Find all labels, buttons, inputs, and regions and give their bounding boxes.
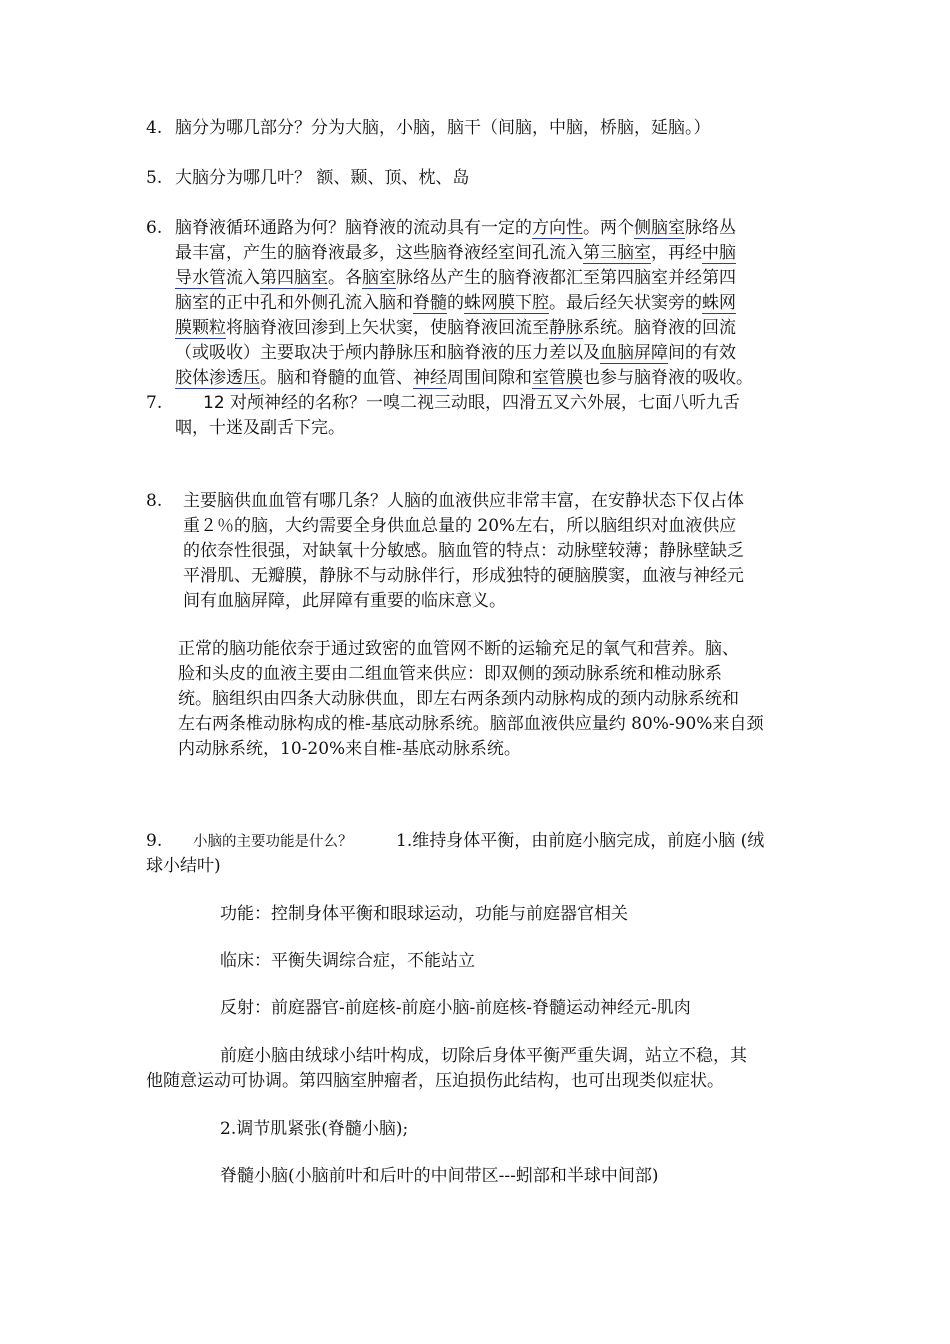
q9-question: 小脑的主要功能是什么？ bbox=[193, 834, 353, 850]
q6-term-link[interactable]: 第三脑室 bbox=[583, 243, 651, 263]
q9-item-2: 2.调节肌紧张(脊髓小脑); bbox=[220, 1119, 409, 1139]
q6-text-segment: 脉络丛 bbox=[685, 218, 736, 238]
q6-text-segment: 间的有效 bbox=[668, 343, 736, 363]
q7-lead-number: 12 bbox=[203, 393, 225, 413]
q8-line-2: 重２％的脑，大约需要全身供血总量的 20%左右，所以脑组织对血液供应 bbox=[183, 516, 737, 536]
q6-text-segment: 。各 bbox=[328, 268, 362, 288]
q6-text-segment: 脑脊液循环通路为何？脑脊液的流动具有一定的 bbox=[175, 218, 532, 238]
q8-para2-line-3: 统。脑组织由四条大动脉供血，即左右两条颈内动脉构成的颈内动脉系统和 bbox=[178, 689, 739, 709]
q6-text-segment: 流入 bbox=[226, 268, 260, 288]
q8-line-3: 的依奈性很强，对缺氧十分敏感。脑血管的特点：动脉壁较薄；静脉壁缺乏 bbox=[183, 541, 744, 561]
q8-para2-line-2: 脸和头皮的血液主要由二组血管来供应：即双侧的颈动脉系统和椎动脉系 bbox=[178, 664, 722, 684]
q6-text-segment: 脉络丛产生的脑脊液都汇至第四脑室并经第四 bbox=[396, 268, 736, 288]
q6-line-5 bbox=[175, 316, 736, 341]
q6-line-1 bbox=[175, 216, 736, 241]
item-number-6: 6. bbox=[146, 218, 163, 238]
q8-para2-line-4: 左右两条椎动脉构成的椎-基底动脉系统。脑部血液供应量约 80%-90%来自颈 bbox=[178, 714, 764, 734]
item-number-9: 9. bbox=[146, 831, 163, 851]
q6-text-segment: 将脑脊液回渗到上矢状窦，使脑脊液回流至 bbox=[226, 318, 549, 338]
q6-text-segment: 。两个 bbox=[583, 218, 634, 238]
q6-term-link[interactable]: 侧脑室 bbox=[634, 218, 685, 238]
q6-term-link[interactable]: 脊髓 bbox=[413, 293, 447, 313]
q6-line-7 bbox=[175, 366, 753, 391]
q6-term-link[interactable]: 静脉 bbox=[549, 318, 583, 338]
q6-text-segment: 。脑和脊髓的血管、 bbox=[260, 368, 413, 388]
q6-line-2 bbox=[175, 241, 736, 266]
q6-line-6 bbox=[175, 341, 736, 366]
item-number-4: 4. bbox=[146, 118, 163, 138]
q9-para-line-1: 前庭小脑由绒球小结叶构成，切除后身体平衡严重失调，站立不稳，其 bbox=[220, 1046, 747, 1066]
q9-item-2-desc: 脊髓小脑(小脑前叶和后叶的中间带区---蚓部和半球中间部) bbox=[220, 1166, 659, 1186]
q8-line-1: 主要脑供血血管有哪几条？人脑的血液供应非常丰富，在安静状态下仅占体 bbox=[183, 491, 744, 511]
q8-para2-line-5: 内动脉系统，10-20%来自椎-基底动脉系统。 bbox=[178, 739, 521, 759]
q6-text-segment: 周围间隙和 bbox=[447, 368, 532, 388]
q6-term-link[interactable]: 胶体渗透压 bbox=[175, 368, 260, 388]
q6-text-segment: （或吸收）主要取决于颅内静脉压和脑脊液的压力差以及 bbox=[175, 343, 600, 363]
q6-text-segment: 也参与脑脊液的吸收。 bbox=[583, 368, 753, 388]
q6-term-link[interactable]: 血脑屏障 bbox=[600, 343, 668, 363]
q8-line-5: 间有血脑屏障，此屏障有重要的临床意义。 bbox=[183, 591, 506, 611]
q9-clinical: 临床：平衡失调综合症，不能站立 bbox=[220, 951, 475, 971]
q5-text: 大脑分为哪几叶？ 额、颞、顶、枕、岛 bbox=[175, 168, 470, 188]
q6-text-segment: 脑室的正中孔和外侧孔流入脑和 bbox=[175, 293, 413, 313]
item-number-7: 7. bbox=[146, 393, 163, 413]
item-number-8: 8. bbox=[146, 491, 163, 511]
q6-text-segment: 的 bbox=[447, 293, 464, 313]
q9-para-line-2: 他随意运动可协调。第四脑室肿瘤者，压迫损伤此结构，也可出现类似症状。 bbox=[146, 1071, 724, 1091]
q9-line-2: 球小结叶) bbox=[146, 856, 221, 876]
q6-term-link[interactable]: 蛛网膜下腔 bbox=[464, 293, 549, 313]
q6-text-segment: 。最后经矢状窦旁的 bbox=[549, 293, 702, 313]
item-number-5: 5. bbox=[146, 168, 163, 188]
q7-line-1-text: 对颅神经的名称？一嗅二视三动眼，四滑五叉六外展，七面八听九舌 bbox=[224, 393, 741, 413]
q6-term-link[interactable]: 脑室 bbox=[362, 268, 396, 288]
q6-term-link[interactable]: 膜颗粒 bbox=[175, 318, 226, 338]
q6-term-link[interactable]: 神经 bbox=[413, 368, 447, 388]
q7-line-2: 咽，十迷及副舌下完。 bbox=[175, 418, 345, 438]
q6-term-link[interactable]: 中脑 bbox=[702, 243, 736, 263]
q6-term-link[interactable]: 蛛网 bbox=[702, 293, 736, 313]
q6-line-3 bbox=[175, 266, 736, 291]
q4-text: 脑分为哪几部分？分为大脑，小脑，脑干（间脑，中脑，桥脑，延脑。） bbox=[175, 118, 711, 138]
q6-term-link[interactable]: 导水管 bbox=[175, 268, 226, 288]
q9-function: 功能：控制身体平衡和眼球运动，功能与前庭器官相关 bbox=[220, 904, 628, 924]
q6-text-segment: 最丰富，产生的脑脊液最多，这些脑脊液经室间孔流入 bbox=[175, 243, 583, 263]
q6-term-link[interactable]: 方向性 bbox=[532, 218, 583, 238]
q8-para2-line-1: 正常的脑功能依奈于通过致密的血管网不断的运输充足的氧气和营养。脑、 bbox=[178, 639, 739, 659]
q7-line-1 bbox=[175, 391, 740, 416]
q6-term-link[interactable]: 室管膜 bbox=[532, 368, 583, 388]
q8-line-4: 平滑肌、无瓣膜，静脉不与动脉伴行，形成独特的硬脑膜窦，血液与神经元 bbox=[183, 566, 744, 586]
q9-line-1: 1.维持身体平衡，由前庭小脑完成，前庭小脑 (绒 bbox=[396, 831, 765, 851]
q6-text-segment: 系统。脑脊液的回流 bbox=[583, 318, 736, 338]
q6-text-segment: ，再经 bbox=[651, 243, 702, 263]
q9-reflex: 反射：前庭器官-前庭核-前庭小脑-前庭核-脊髓运动神经元-肌肉 bbox=[220, 998, 691, 1018]
q6-line-4 bbox=[175, 291, 736, 316]
q6-term-link[interactable]: 第四脑室 bbox=[260, 268, 328, 288]
